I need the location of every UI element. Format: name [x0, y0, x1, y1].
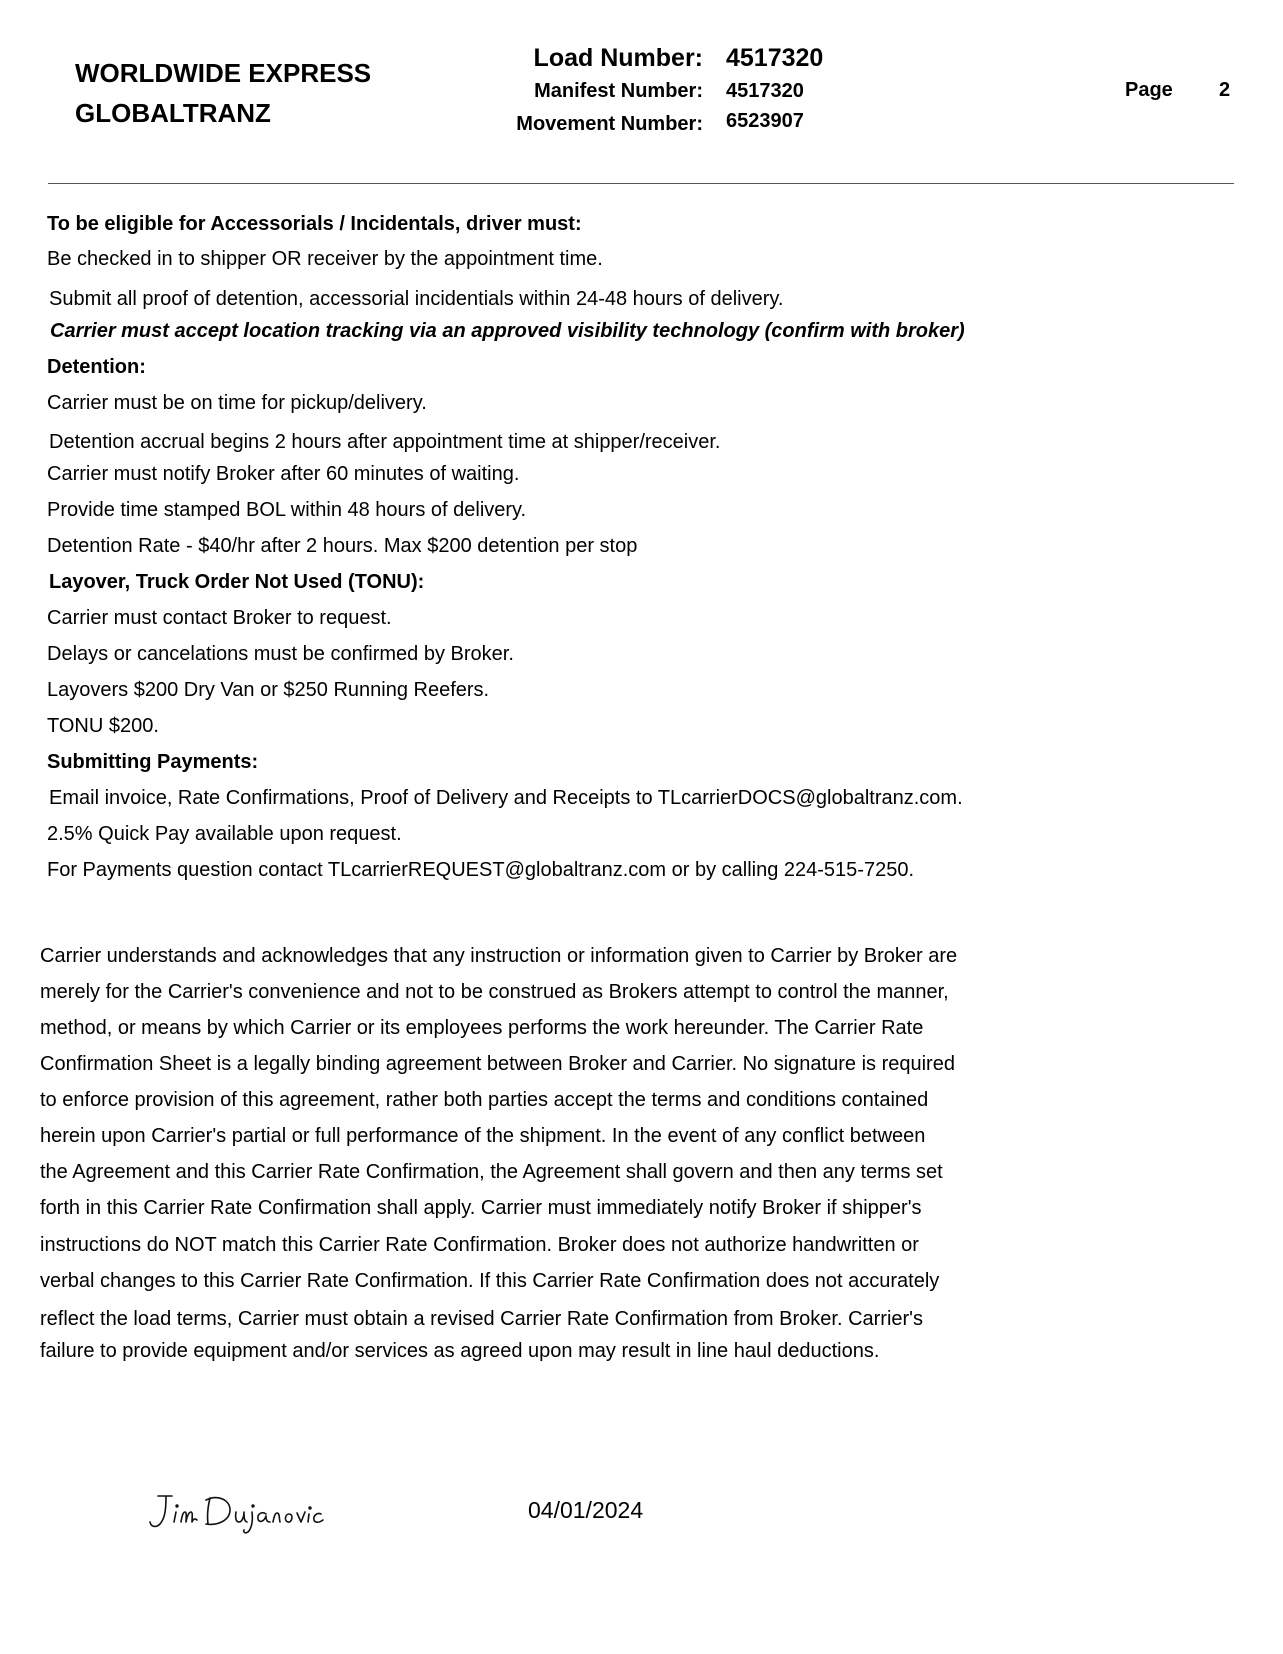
detention-line: Carrier must be on time for pickup/delivery.: [47, 392, 427, 414]
terms-line: verbal changes to this Carrier Rate Confirmation. If this Carrier Rate Confirmation does not accurately: [40, 1270, 940, 1292]
page-label: Page: [1125, 79, 1173, 101]
detention-heading: Detention:: [47, 356, 146, 378]
header-divider: [48, 183, 1234, 184]
company-name-line2: GLOBALTRANZ: [75, 98, 271, 128]
movement-number-value: 6523907: [726, 110, 804, 132]
detention-line: Provide time stamped BOL within 48 hours of delivery.: [47, 499, 527, 521]
handwritten-signature: [146, 1486, 346, 1536]
terms-line: instructions do NOT match this Carrier Rate Confirmation. Broker does not authorize handwritten or: [40, 1234, 919, 1256]
signature-date: 04/01/2024: [528, 1497, 644, 1523]
page-number: 2: [1219, 79, 1231, 101]
detention-line: Carrier must notify Broker after 60 minutes of waiting.: [47, 463, 520, 485]
terms-line: the Agreement and this Carrier Rate Confirmation, the Agreement shall govern and then any terms set: [40, 1161, 943, 1183]
company-name-line1: WORLDWIDE EXPRESS: [75, 58, 372, 88]
tracking-requirement: Carrier must accept location tracking via an approved visibility technology (confirm with broker): [50, 320, 965, 342]
detention-line: Detention accrual begins 2 hours after appointment time at shipper/receiver.: [49, 431, 721, 453]
manifest-number-label: Manifest Number:: [534, 80, 703, 102]
layover-line: Carrier must contact Broker to request.: [47, 607, 392, 629]
terms-line: forth in this Carrier Rate Confirmation shall apply. Carrier must immediately notify Broker if shipper's: [40, 1197, 922, 1219]
terms-line: failure to provide equipment and/or services as agreed upon may result in line haul deductions.: [40, 1340, 880, 1362]
payments-heading: Submitting Payments:: [47, 751, 259, 773]
detention-line: Detention Rate - $40/hr after 2 hours. Max $200 detention per stop: [47, 535, 638, 557]
layover-line: Layovers $200 Dry Van or $250 Running Reefers.: [47, 679, 490, 701]
accessorials-line: Submit all proof of detention, accessorial incidentials within 24-48 hours of delivery.: [49, 288, 784, 310]
terms-line: reflect the load terms, Carrier must obtain a revised Carrier Rate Confirmation from Broker. Carrier's: [40, 1308, 923, 1330]
load-number-value: 4517320: [726, 44, 824, 72]
terms-line: merely for the Carrier's convenience and not to be construed as Brokers attempt to control the manner,: [40, 981, 949, 1003]
payments-line: Email invoice, Rate Confirmations, Proof of Delivery and Receipts to TLcarrierDOCS@globaltranz.com.: [49, 787, 963, 809]
payments-line: 2.5% Quick Pay available upon request.: [47, 823, 402, 845]
layover-heading: Layover, Truck Order Not Used (TONU):: [49, 571, 425, 593]
movement-number-label: Movement Number:: [516, 113, 703, 135]
terms-line: Carrier understands and acknowledges that any instruction or information given to Carrier by Broker are: [40, 945, 958, 967]
layover-line: TONU $200.: [47, 715, 159, 737]
terms-line: herein upon Carrier's partial or full performance of the shipment. In the event of any conflict between: [40, 1125, 926, 1147]
payments-line: For Payments question contact TLcarrierREQUEST@globaltranz.com or by calling 224-515-7250.: [47, 859, 915, 881]
terms-line: to enforce provision of this agreement, rather both parties accept the terms and conditions contained: [40, 1089, 929, 1111]
manifest-number-value: 4517320: [726, 80, 804, 102]
accessorials-line: Be checked in to shipper OR receiver by the appointment time.: [47, 248, 603, 270]
load-number-label: Load Number:: [533, 44, 703, 72]
terms-line: Confirmation Sheet is a legally binding agreement between Broker and Carrier. No signature is required: [40, 1053, 955, 1075]
terms-line: method, or means by which Carrier or its employees performs the work hereunder. The Carrier Rate: [40, 1017, 924, 1039]
accessorials-heading: To be eligible for Accessorials / Incidentals, driver must:: [47, 213, 582, 235]
layover-line: Delays or cancelations must be confirmed by Broker.: [47, 643, 514, 665]
